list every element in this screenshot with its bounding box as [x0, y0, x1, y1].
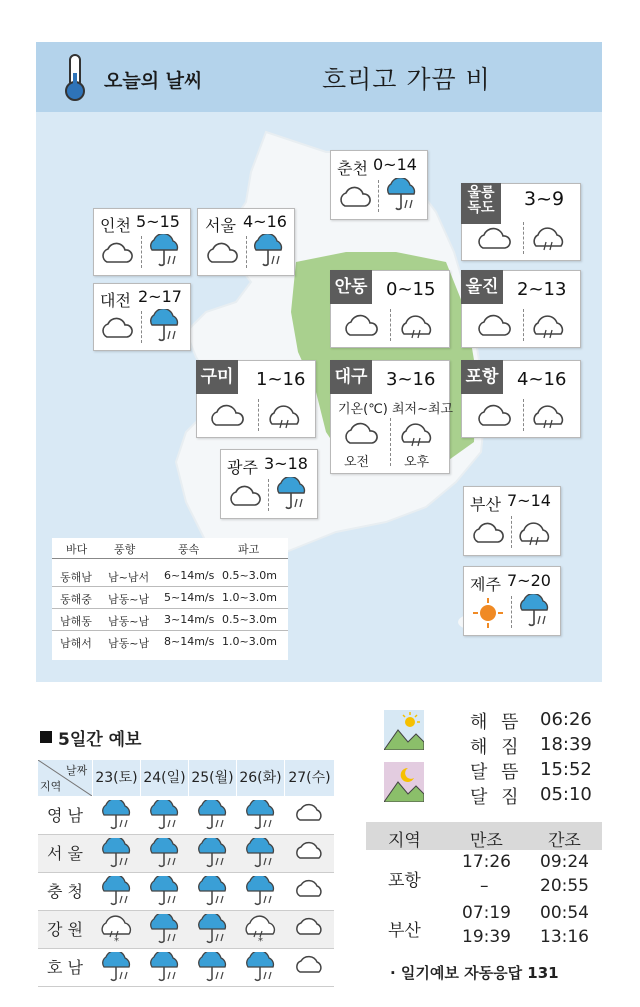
forecast-region: 호 남	[47, 958, 83, 977]
city-temp: 3~18	[264, 454, 308, 473]
rain-icon	[93, 875, 140, 909]
city-temp: 0~15	[386, 279, 436, 300]
rain-icon	[93, 837, 140, 871]
rain-icon	[141, 913, 188, 947]
thunder-cloud-icon	[266, 400, 308, 432]
section-bullet	[40, 731, 52, 743]
city-tag: 구미	[196, 360, 238, 394]
sea-header: 바다	[66, 543, 88, 556]
rain-icon	[516, 594, 556, 630]
table-row: 동해중 남동~남 5~14m/s 1.0~3.0m	[52, 588, 288, 609]
moonrise-mountain-icon	[384, 762, 424, 802]
weather-summary: 흐리고 가끔 비	[322, 65, 491, 94]
city-temp: 0~14	[373, 155, 417, 174]
svg-text:*: *	[257, 936, 263, 946]
rain-icon	[189, 951, 236, 985]
sea-header: 파고	[238, 543, 260, 556]
city-tag: 울릉 독도	[461, 183, 501, 224]
table-row: 남해동 남동~남 3~14m/s 0.5~3.0m	[52, 610, 288, 631]
tide-low: 00:54	[540, 903, 589, 923]
tide-low: 20:55	[540, 876, 589, 896]
rain-icon	[141, 951, 188, 985]
forecast-day: 23(토)	[93, 760, 140, 796]
cloud-icon	[99, 315, 135, 341]
rain-icon	[146, 309, 186, 345]
forecast-day: 24(일)	[141, 760, 188, 796]
tide-header-low: 간조	[548, 831, 581, 851]
city-tag: 포항	[461, 360, 503, 394]
forecast-table	[38, 760, 334, 988]
moonset-time: 05:10	[540, 784, 592, 805]
cloud-icon	[204, 240, 240, 266]
sea-conditions-table	[52, 538, 288, 660]
city-name: 제주	[470, 575, 501, 594]
rain-icon	[250, 234, 290, 270]
rain-icon	[189, 875, 236, 909]
tide-high: 17:26	[462, 852, 511, 872]
cloud-icon	[285, 913, 332, 947]
forecast-day: 27(수)	[285, 760, 334, 796]
cloud-icon	[342, 313, 382, 339]
rain-icon	[141, 799, 188, 833]
cloud-icon	[99, 240, 135, 266]
rain-icon	[93, 951, 140, 985]
rain-icon	[146, 234, 186, 270]
sea-header: 풍향	[114, 543, 136, 556]
thunder-cloud-icon	[398, 310, 440, 342]
weather-hotline: · 일기예보 자동응답 131	[390, 964, 559, 982]
table-row: 남해서 남동~남 8~14m/s 1.0~3.0m	[60, 635, 277, 650]
snow-rain-icon	[237, 913, 284, 947]
tide-low: 09:24	[540, 852, 589, 872]
thunder-cloud-icon	[516, 517, 556, 549]
city-temp: 7~20	[507, 571, 551, 590]
sea-header-row	[52, 538, 288, 559]
page-title: 오늘의 날씨	[104, 70, 203, 92]
rain-icon	[383, 178, 423, 214]
city-temp: 3~16	[386, 369, 436, 390]
tide-region: 포항	[388, 871, 421, 891]
thermometer-icon	[62, 53, 88, 103]
city-temp: 7~14	[507, 491, 551, 510]
city-temp: 2~17	[138, 287, 182, 306]
sun-icon	[472, 597, 504, 629]
city-name: 춘천	[337, 159, 368, 178]
tide-header-region: 지역	[388, 831, 421, 851]
svg-text:*: *	[113, 936, 119, 946]
sunrise-label: 해 뜸	[470, 712, 523, 733]
forecast-region: 충 청	[47, 882, 83, 901]
moonrise-label: 달 뜸	[470, 762, 523, 783]
rain-icon	[141, 837, 188, 871]
cloud-icon	[285, 875, 332, 909]
forecast-title: 5일간 예보	[58, 730, 142, 750]
city-name: 대전	[100, 291, 131, 310]
tide-high: 19:39	[462, 927, 511, 947]
cloud-icon	[285, 799, 332, 833]
rain-icon	[237, 837, 284, 871]
thunder-cloud-icon	[398, 418, 440, 450]
cloud-icon	[337, 184, 373, 210]
cloud-icon	[208, 403, 248, 429]
city-temp: 3~9	[524, 188, 565, 210]
city-tag: 대구	[330, 360, 372, 394]
city-temp: 1~16	[256, 369, 306, 390]
tide-high: 07:19	[462, 903, 511, 923]
city-tag: 울진	[461, 270, 503, 304]
rain-icon	[237, 875, 284, 909]
rain-icon	[93, 799, 140, 833]
thunder-cloud-icon	[530, 400, 572, 432]
am-label: 오전	[344, 455, 370, 470]
cloud-icon	[475, 403, 515, 429]
rain-icon	[237, 799, 284, 833]
cloud-icon	[285, 951, 332, 985]
forecast-region: 영 남	[47, 806, 83, 825]
tide-header-high: 만조	[470, 831, 503, 851]
city-temp: 2~13	[517, 279, 567, 300]
sunrise-mountain-icon	[384, 710, 424, 750]
city-temp: 4~16	[517, 369, 567, 390]
rain-icon	[189, 799, 236, 833]
tide-region: 부산	[388, 921, 421, 941]
table-row: 동해남 남~남서 6~14m/s 0.5~3.0m	[52, 566, 288, 587]
sunset-label: 해 짐	[470, 737, 523, 758]
cloud-icon	[342, 421, 382, 447]
city-temp: 4~16	[243, 212, 287, 231]
pm-label: 오후	[404, 455, 430, 470]
forecast-region: 강 원	[47, 920, 83, 939]
thunder-cloud-icon	[530, 222, 572, 254]
city-name: 광주	[227, 458, 258, 477]
cloud-icon	[285, 837, 332, 871]
cloud-icon	[475, 313, 515, 339]
rain-icon	[189, 837, 236, 871]
rain-icon	[189, 913, 236, 947]
cloud-icon	[470, 520, 506, 546]
forecast-corner: 날짜 지역	[38, 760, 92, 796]
thunder-cloud-icon	[530, 310, 572, 342]
city-name: 인천	[100, 216, 131, 235]
rain-icon	[273, 477, 313, 513]
temp-legend: 기온(℃) 최저~최고	[338, 402, 454, 417]
city-tag: 안동	[330, 270, 372, 304]
sunrise-time: 06:26	[540, 709, 592, 730]
city-name: 부산	[470, 495, 501, 514]
cloud-icon	[227, 483, 263, 509]
moonset-label: 달 짐	[470, 787, 523, 808]
city-temp: 5~15	[136, 212, 180, 231]
sunset-time: 18:39	[540, 734, 592, 755]
sea-header: 풍속	[178, 543, 200, 556]
forecast-day: 26(화)	[237, 760, 284, 796]
moonrise-time: 15:52	[540, 759, 592, 780]
snow-rain-icon	[93, 913, 140, 947]
forecast-day: 25(월)	[189, 760, 236, 796]
city-name: 서울	[205, 216, 236, 235]
forecast-region: 서 울	[47, 844, 83, 863]
tide-high: –	[480, 876, 489, 896]
rain-icon	[141, 875, 188, 909]
tide-low: 13:16	[540, 927, 589, 947]
cloud-icon	[475, 226, 515, 252]
rain-icon	[237, 951, 284, 985]
